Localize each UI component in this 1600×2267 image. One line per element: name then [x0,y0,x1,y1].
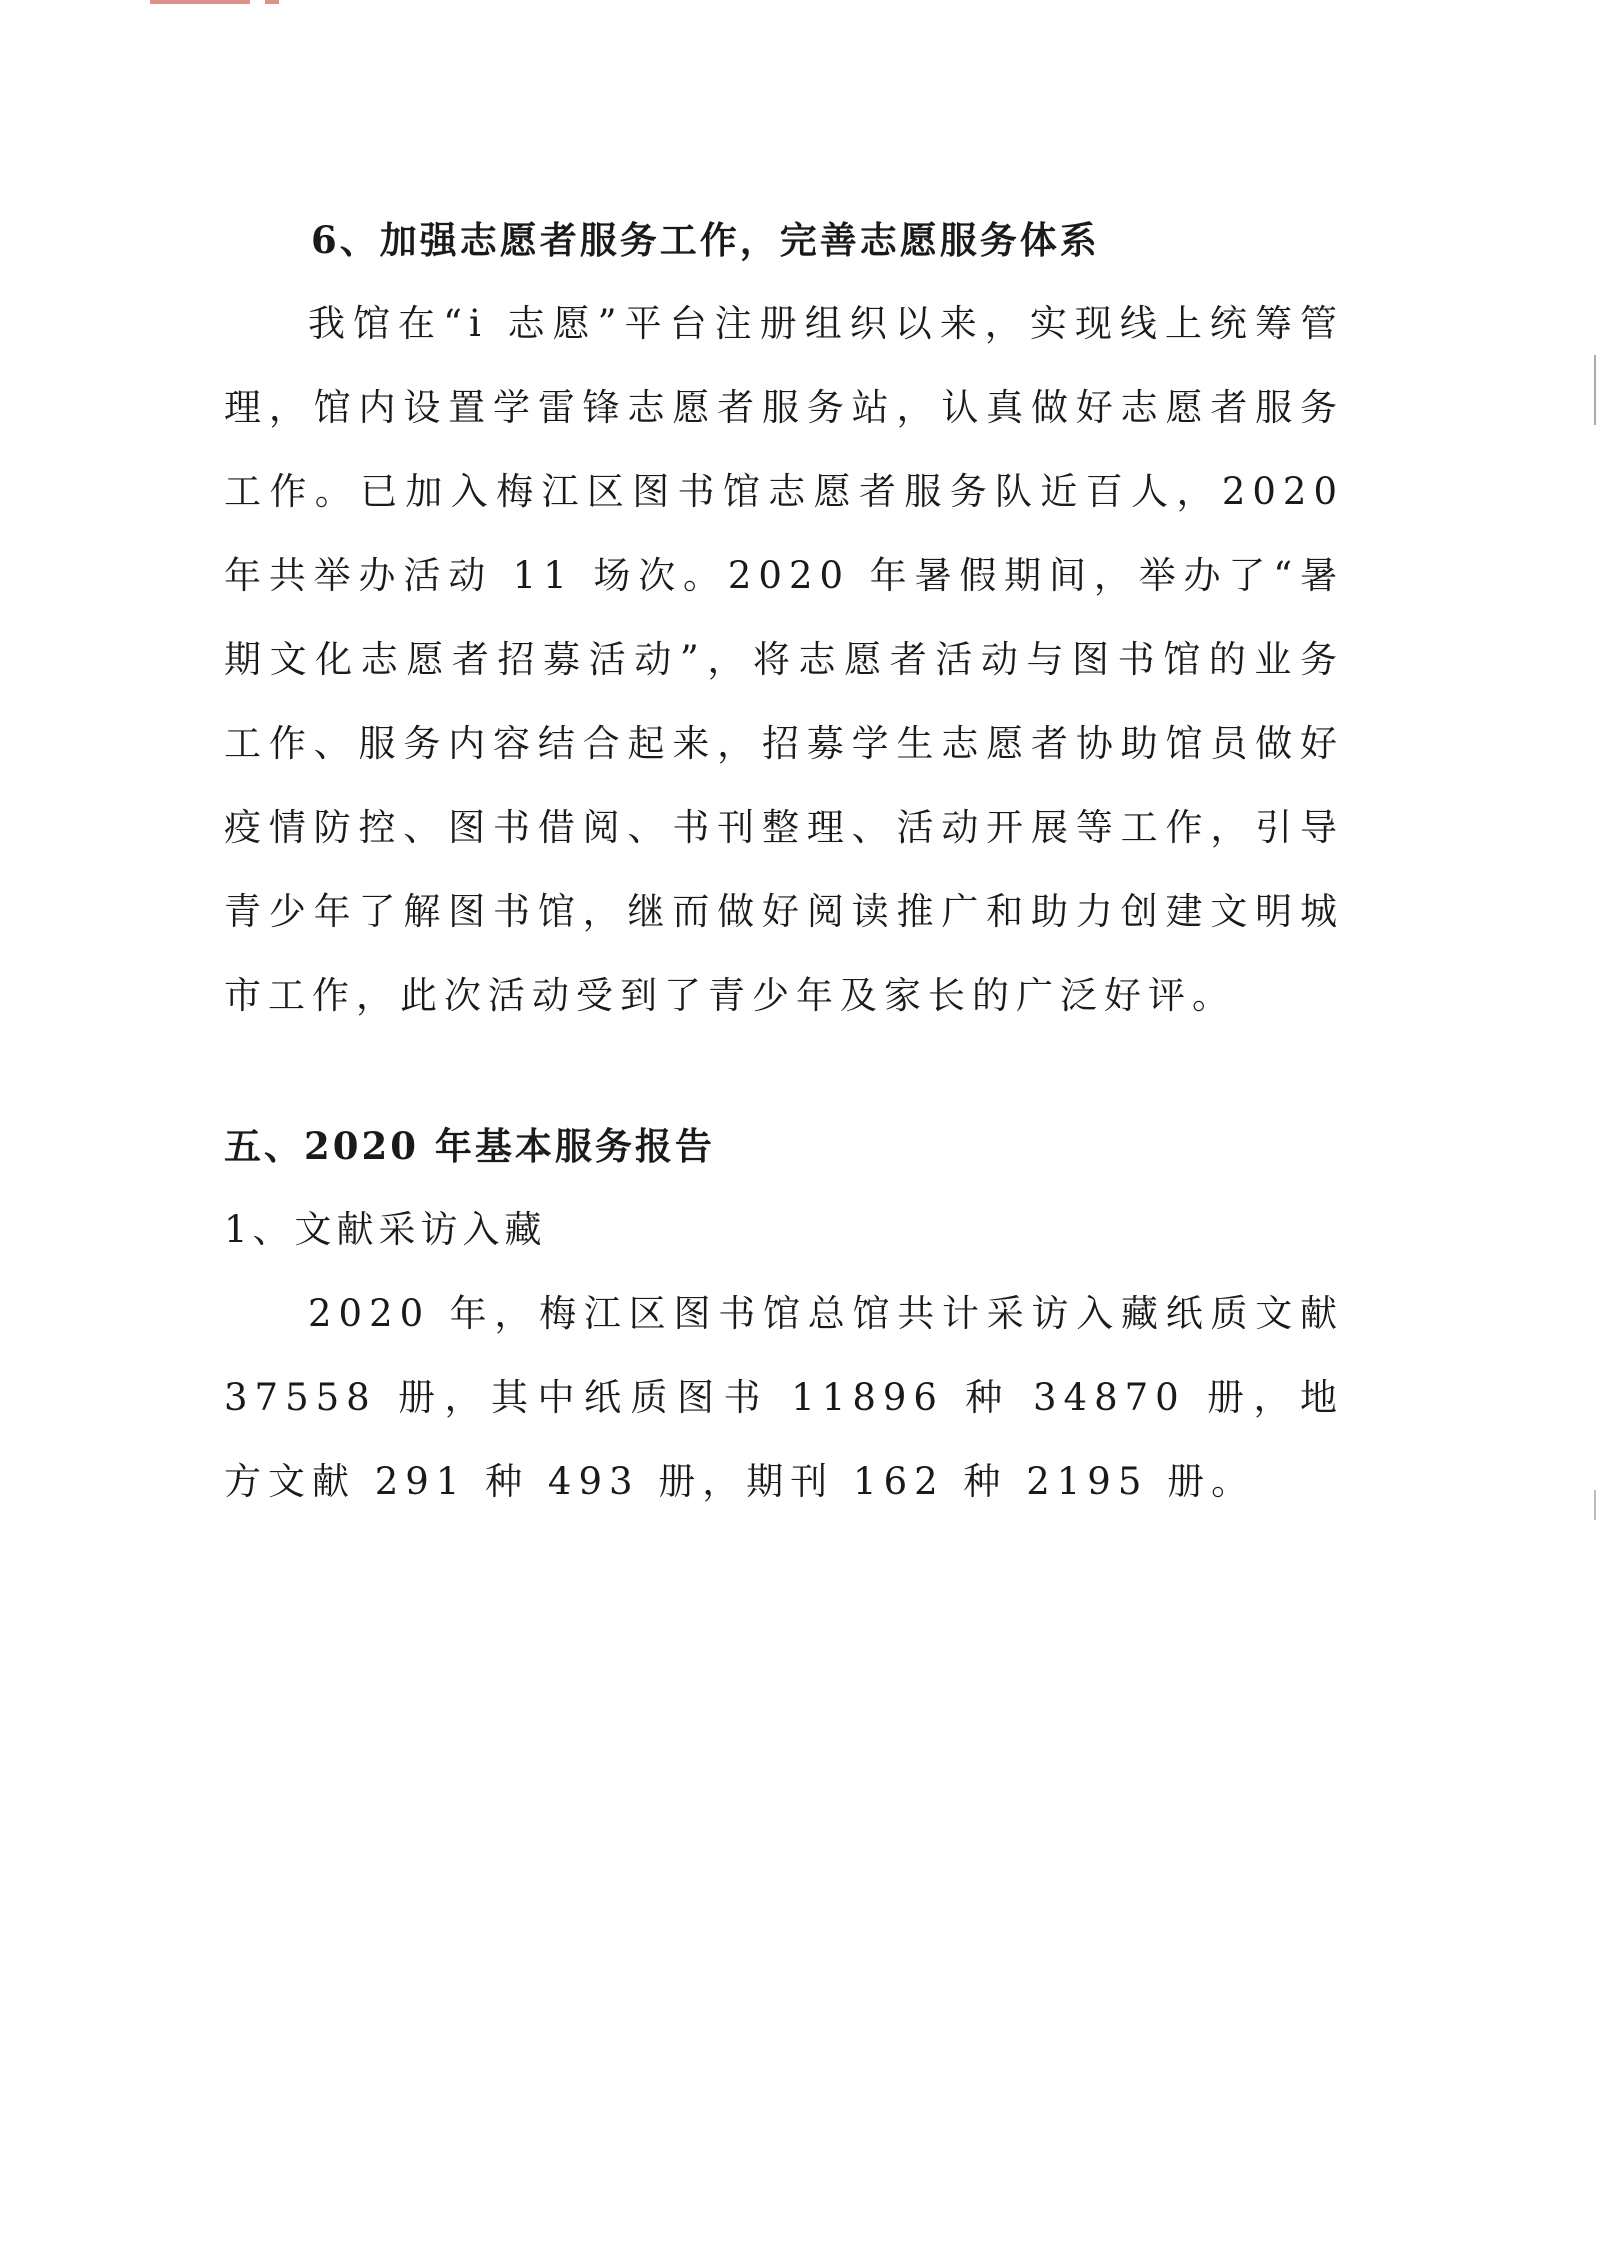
document-body [224,208,1344,1524]
section-5-paragraph: 2020 年，梅江区图书馆总馆共计采访入藏纸质文献 37558 册，其中纸质图书 11896 种 34870 册，地方文献 291 种 493 册，期刊 162 种 2195 册。 [224,1292,1344,1503]
scan-artifact [150,0,250,4]
scan-artifact [265,0,279,4]
section-gap [224,1038,1344,1118]
scan-edge-artifact [1594,1490,1596,1520]
scan-edge-artifact [1594,355,1596,425]
section-5-subheading: 1、文献采访入藏 [224,1208,547,1251]
section-6-heading: 6、加强志愿者服务工作，完善志愿服务体系 [311,218,1100,262]
section-5-heading: 五、2020 年基本服务报告 [224,1124,715,1168]
section-6-paragraph: 我馆在“i 志愿”平台注册组织以来，实现线上统筹管理，馆内设置学雷锋志愿者服务站，认真做好志愿者服务工作。已加入梅江区图书馆志愿者服务队近百人，2020 年共举办活动 11 场次。2020 年暑假期间，举办了“暑期文化志愿者招募活动”，将志愿者活动与图书馆的业务工作、服务内容结合起来，招募学生志愿者协助馆员做好疫情防控、图书借阅、书刊整理、活动开展等工作，引导青少年了解图书馆，继而做好阅读推广和助力创建文明城市工作，此次活动受到了青少年及家长的广泛好评。 [224,302,1344,1017]
